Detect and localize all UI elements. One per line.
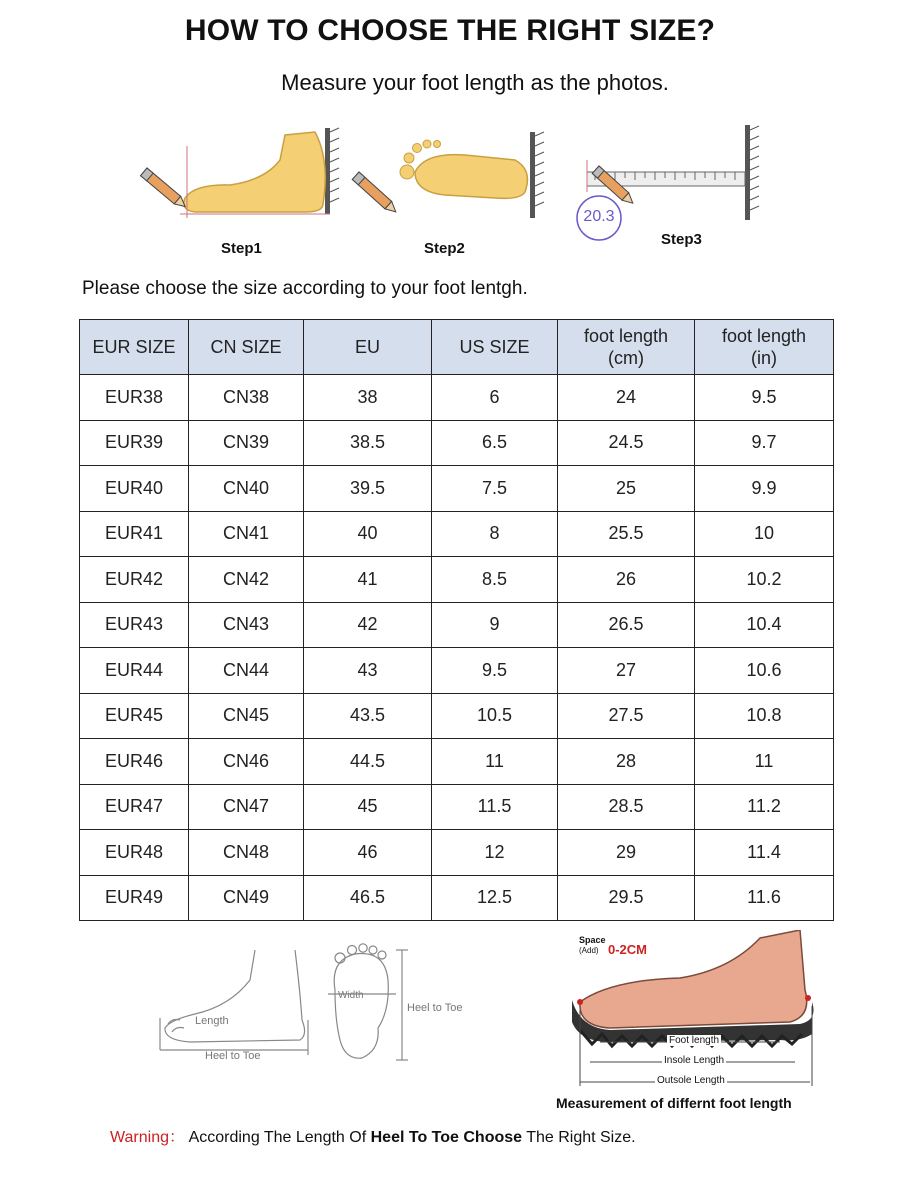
table-cell: EUR42	[80, 557, 189, 603]
size-table-body	[80, 375, 834, 921]
table-cell: CN40	[189, 466, 304, 512]
table-cell: 25.5	[558, 511, 695, 557]
table-cell: EUR41	[80, 511, 189, 557]
table-header-text: CN SIZE	[210, 337, 282, 357]
table-cell: EUR46	[80, 739, 189, 785]
table-cell: 8	[432, 511, 558, 557]
table-cell: CN39	[189, 420, 304, 466]
table-cell: 27.5	[558, 693, 695, 739]
table-cell: 43.5	[304, 693, 432, 739]
table-header-cell	[558, 320, 695, 375]
table-cell: CN44	[189, 648, 304, 694]
table-cell: 24.5	[558, 420, 695, 466]
table-cell: 42	[304, 602, 432, 648]
table-row	[80, 784, 834, 830]
table-cell: CN45	[189, 693, 304, 739]
table-cell: CN42	[189, 557, 304, 603]
table-cell: 46.5	[304, 875, 432, 921]
table-cell: 11.4	[695, 830, 834, 876]
table-cell: 24	[558, 375, 695, 421]
table-cell: EUR39	[80, 420, 189, 466]
table-header-text: (cm)	[608, 348, 644, 368]
table-cell: 45	[304, 784, 432, 830]
length-label: Length	[195, 1015, 229, 1027]
table-cell: 28	[558, 739, 695, 785]
table-row	[80, 511, 834, 557]
step2-foot-illustration	[352, 132, 544, 218]
table-header-text: US SIZE	[459, 337, 530, 357]
table-row	[80, 602, 834, 648]
space-label: Space	[579, 935, 606, 945]
table-cell: 38.5	[304, 420, 432, 466]
page-subtitle: Measure your foot length as the photos.	[281, 70, 669, 95]
table-cell: EUR43	[80, 602, 189, 648]
table-cell: EUR47	[80, 784, 189, 830]
table-header-row	[80, 320, 834, 375]
table-cell: 9	[432, 602, 558, 648]
table-cell: 26	[558, 557, 695, 603]
page-title: HOW TO CHOOSE THE RIGHT SIZE?	[184, 14, 716, 47]
table-cell: CN46	[189, 739, 304, 785]
outsole-length-label: Outsole Length	[657, 1075, 725, 1086]
table-cell: CN38	[189, 375, 304, 421]
table-header-text: foot length	[721, 326, 807, 346]
table-cell: EUR44	[80, 648, 189, 694]
step1-foot-illustration	[141, 128, 339, 218]
table-row	[80, 693, 834, 739]
table-cell: 44.5	[304, 739, 432, 785]
table-cell: 8.5	[432, 557, 558, 603]
table-cell: 11.5	[432, 784, 558, 830]
heel-to-toe-side-label: Heel to Toe	[205, 1050, 261, 1062]
table-cell: EUR40	[80, 466, 189, 512]
table-cell: 10.8	[695, 693, 834, 739]
ruler-reading: 20.3	[583, 208, 615, 225]
step1-label: Step1	[221, 240, 262, 257]
table-cell: 11.2	[695, 784, 834, 830]
table-row	[80, 375, 834, 421]
table-cell: 10.6	[695, 648, 834, 694]
table-cell: 10.4	[695, 602, 834, 648]
table-cell: 10	[695, 511, 834, 557]
table-cell: 9.9	[695, 466, 834, 512]
table-cell: 6	[432, 375, 558, 421]
table-cell: 6.5	[432, 420, 558, 466]
table-header-cell	[80, 320, 189, 375]
table-cell: 38	[304, 375, 432, 421]
table-cell: 26.5	[558, 602, 695, 648]
table-header-text: EUR SIZE	[92, 337, 176, 357]
add-label: (Add)	[579, 946, 599, 955]
table-cell: 29	[558, 830, 695, 876]
table-cell: EUR49	[80, 875, 189, 921]
heel-to-toe-diagram	[150, 940, 490, 1080]
table-header-cell	[695, 320, 834, 375]
table-cell: 10.5	[432, 693, 558, 739]
warning-note	[110, 1124, 636, 1147]
table-cell: CN47	[189, 784, 304, 830]
space-value: 0-2CM	[608, 942, 648, 957]
width-label: Width	[338, 990, 364, 1001]
step3-label: Step3	[661, 231, 702, 248]
table-cell: 11.6	[695, 875, 834, 921]
table-cell: 7.5	[432, 466, 558, 512]
table-cell: 10.2	[695, 557, 834, 603]
table-cell: 43	[304, 648, 432, 694]
table-row	[80, 875, 834, 921]
table-cell: 9.5	[695, 375, 834, 421]
table-header-cell	[432, 320, 558, 375]
table-cell: EUR45	[80, 693, 189, 739]
table-cell: CN48	[189, 830, 304, 876]
size-chart-table	[79, 319, 834, 921]
warning-label: Warning：	[110, 1129, 185, 1146]
table-cell: 11	[695, 739, 834, 785]
table-cell: 11	[432, 739, 558, 785]
insole-length-label: Insole Length	[664, 1055, 725, 1066]
table-cell: 29.5	[558, 875, 695, 921]
heel-to-toe-sole-label: Heel to Toe	[407, 1002, 463, 1014]
measure-steps-illustration	[125, 100, 775, 265]
size-instruction: Please choose the size according to your foot lentgh.	[82, 278, 528, 299]
step2-label: Step2	[424, 240, 465, 257]
table-row	[80, 648, 834, 694]
table-cell: 39.5	[304, 466, 432, 512]
table-cell: EUR48	[80, 830, 189, 876]
measurement-caption: Measurement of differnt foot length	[556, 1095, 792, 1111]
table-cell: 12.5	[432, 875, 558, 921]
table-row	[80, 466, 834, 512]
table-cell: 46	[304, 830, 432, 876]
table-row	[80, 420, 834, 466]
table-cell: 41	[304, 557, 432, 603]
table-header-cell	[304, 320, 432, 375]
table-cell: 27	[558, 648, 695, 694]
table-cell: CN43	[189, 602, 304, 648]
table-cell: CN41	[189, 511, 304, 557]
foot-length-label: Foot length	[669, 1035, 720, 1046]
table-header-text: (in)	[751, 348, 777, 368]
warning-text-before: According The Length Of	[185, 1129, 371, 1146]
warning-emphasis: Heel To Toe Choose	[370, 1129, 523, 1146]
size-table-header	[80, 320, 834, 375]
table-cell: 25	[558, 466, 695, 512]
table-cell: CN49	[189, 875, 304, 921]
table-header-text: EU	[354, 337, 380, 357]
table-header-cell	[189, 320, 304, 375]
table-header-text: foot length	[583, 326, 669, 346]
shoe-measurement-diagram	[550, 930, 850, 1120]
table-cell: EUR38	[80, 375, 189, 421]
warning-text-after: The Right Size.	[522, 1129, 636, 1146]
table-row	[80, 739, 834, 785]
table-cell: 9.7	[695, 420, 834, 466]
table-row	[80, 557, 834, 603]
table-cell: 28.5	[558, 784, 695, 830]
table-cell: 9.5	[432, 648, 558, 694]
table-cell: 40	[304, 511, 432, 557]
table-cell: 12	[432, 830, 558, 876]
table-row	[80, 830, 834, 876]
